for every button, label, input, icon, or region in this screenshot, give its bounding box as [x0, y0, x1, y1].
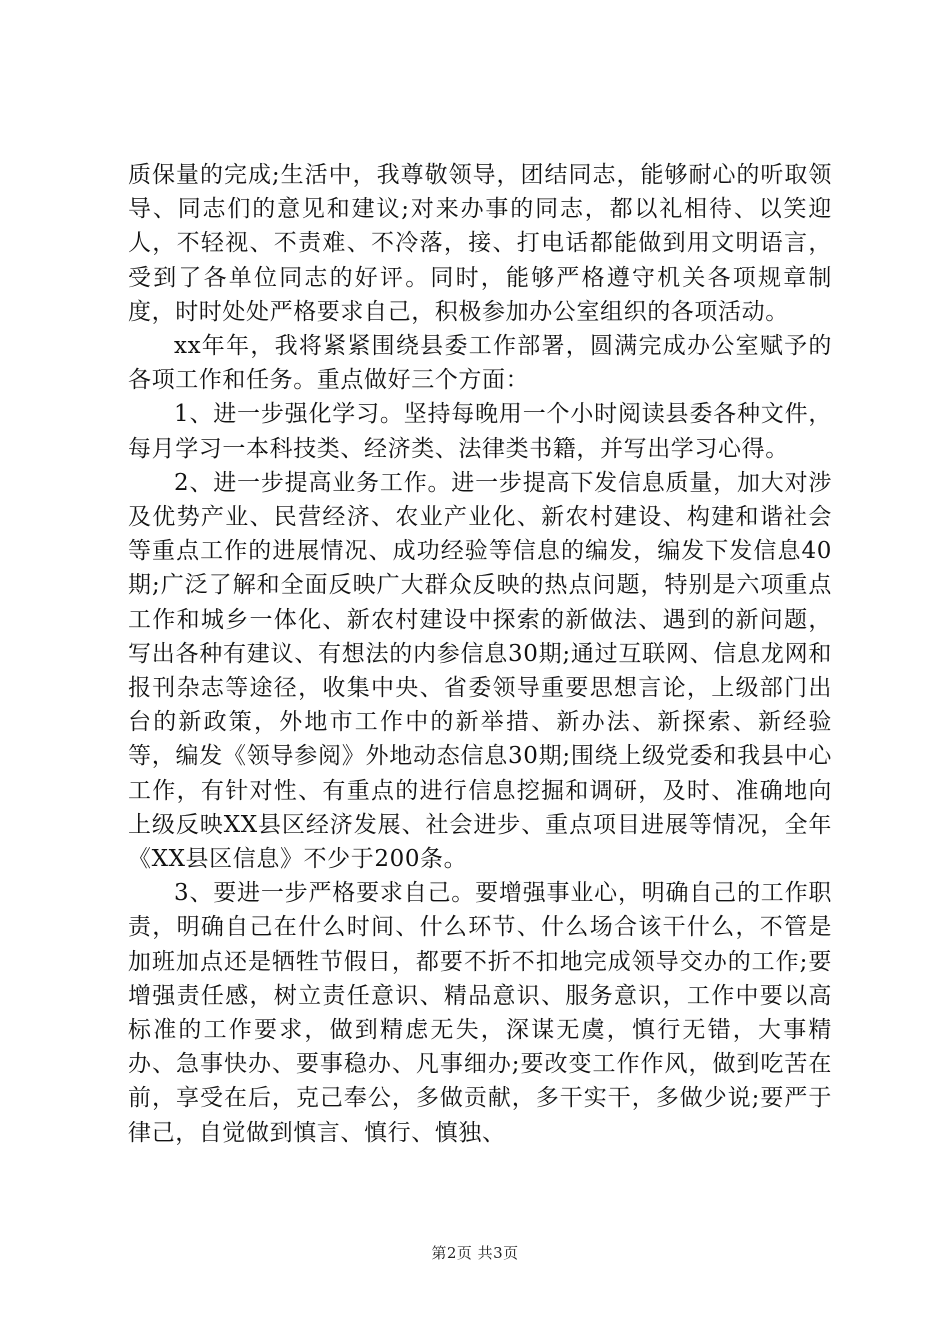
- page-number-footer: 第2页 共3页: [431, 1244, 519, 1262]
- paragraph-4: 2、进一步提高业务工作。进一步提高下发信息质量，加大对涉及优势产业、民营经济、农业产业化、新农村建设、构建和谐社会等重点工作的进展情况、成功经验等信息的编发，编发下发信息40期;广泛了解和全面反映广大群众反映的热点问题，特别是六项重点工作和城乡一体化、新农村建设中探索的新做法、遇到的新问题，写出各种有建议、有想法的内参信息30期;通过互联网、信息龙网和报刊杂志等途径，收集中央、省委领导重要思想言论，上级部门出台的新政策，外地市工作中的新举措、新办法、新探索、新经验等，编发《领导参阅》外地动态信息30期;围绕上级党委和我县中心工作，有针对性、有重点的进行信息挖掘和调研，及时、准确地向上级反映XX县区经济发展、社会进步、重点项目进展等情况，全年《XX县区信息》不少于200条。: [128, 469, 832, 873]
- paragraph-5: 3、要进一步严格要求自己。要增强事业心，明确自己的工作职责，明确自己在什么时间、什么环节、什么场合该干什么，不管是加班加点还是牺牲节假日，都要不折不扣地完成领导交办的工作;要增强责任感，树立责任意识、精品意识、服务意识，工作中要以高标准的工作要求，做到精虑无失，深谋无虞，慎行无错，大事精办、急事快办、要事稳办、凡事细办;要改变工作作风，做到吃苦在前，享受在后，克己奉公，多做贡献，多干实干，多做少说;要严于律己，自觉做到慎言、慎行、慎独、: [128, 880, 832, 1146]
- paragraph-3: 1、进一步强化学习。坚持每晚用一个小时阅读县委各种文件，每月学习一本科技类、经济类、法律类书籍，并写出学习心得。: [128, 401, 832, 462]
- paragraph-1: 质保量的完成;生活中，我尊敬领导，团结同志，能够耐心的听取领导、同志们的意见和建议;对来办事的同志，都以礼相待、以笑迎人，不轻视、不责难、不冷落，接、打电话都能做到用文明语言，受到了各单位同志的好评。同时，能够严格遵守机关各项规章制度，时时处处严格要求自己，积极参加办公室组织的各项活动。: [128, 162, 832, 325]
- document-body: [128, 158, 832, 1150]
- paragraph-2: xx年年，我将紧紧围绕县委工作部署，圆满完成办公室赋予的各项工作和任务。重点做好三个方面：: [128, 333, 832, 394]
